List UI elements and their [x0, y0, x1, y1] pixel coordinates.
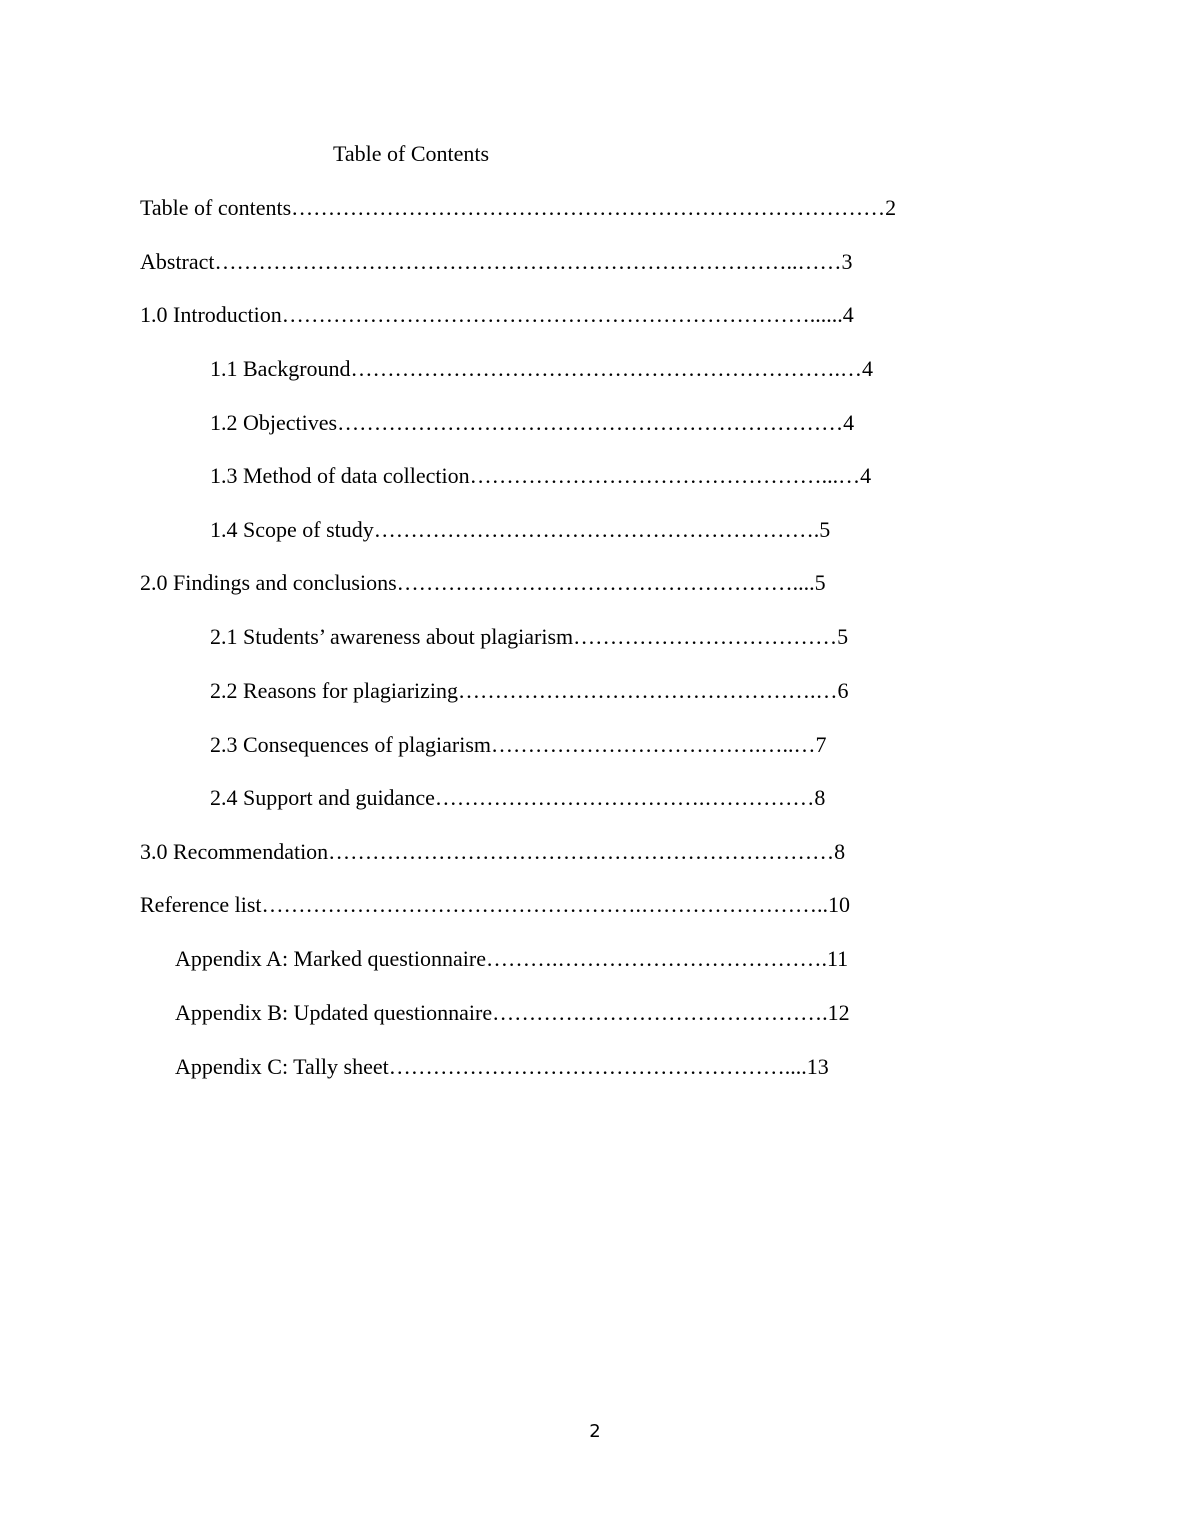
toc-heading: Table of Contents: [333, 141, 490, 166]
toc-entry-findings-and-conclusions[interactable]: 2.0 Findings and conclusions………………………………………………....5: [140, 570, 826, 595]
toc-entry-support-and-guidance[interactable]: 2.4 Support and guidance……………………………….……………8: [210, 785, 826, 810]
toc-entry-appendix-a[interactable]: Appendix A: Marked questionnaire……….……………………………….11: [175, 946, 849, 971]
toc-entry-appendix-b[interactable]: Appendix B: Updated questionnaire……………………………………….12: [175, 1000, 850, 1025]
toc-entry-reasons-for-plagiarizing[interactable]: 2.2 Reasons for plagiarizing………………………………………….…6: [210, 678, 849, 703]
toc-entry-method-of-data-collection[interactable]: 1.3 Method of data collection…………………………………………...…4: [210, 463, 872, 488]
toc-entry-consequences-of-plagiarism[interactable]: 2.3 Consequences of plagiarism……………………………….…..…7: [210, 732, 827, 757]
page-number: 2: [589, 1421, 601, 1442]
toc-entry-students-awareness[interactable]: 2.1 Students’ awareness about plagiarism………………………………5: [210, 624, 849, 649]
toc-entry-scope-of-study[interactable]: 1.4 Scope of study…………………………………………………….5: [210, 517, 831, 542]
toc-entry-reference-list[interactable]: Reference list…………………………………………….……………………..10: [140, 892, 851, 917]
toc-entry-appendix-c[interactable]: Appendix C: Tally sheet………………………………………………....13: [175, 1054, 829, 1079]
toc-entry-background[interactable]: 1.1 Background………………………………………………………….…4: [210, 356, 874, 381]
toc-entry-abstract[interactable]: Abstract……………………………………………………………………..……3: [140, 249, 853, 274]
toc-entry-table-of-contents[interactable]: Table of contents………………………………………………………………………2: [140, 195, 897, 220]
toc-entry-introduction[interactable]: 1.0 Introduction………………………………………………………………......4: [140, 302, 854, 327]
toc-entry-objectives[interactable]: 1.2 Objectives……………………………………………………………4: [210, 410, 855, 435]
toc-entry-recommendation[interactable]: 3.0 Recommendation……………………………………………………………8: [140, 839, 846, 864]
